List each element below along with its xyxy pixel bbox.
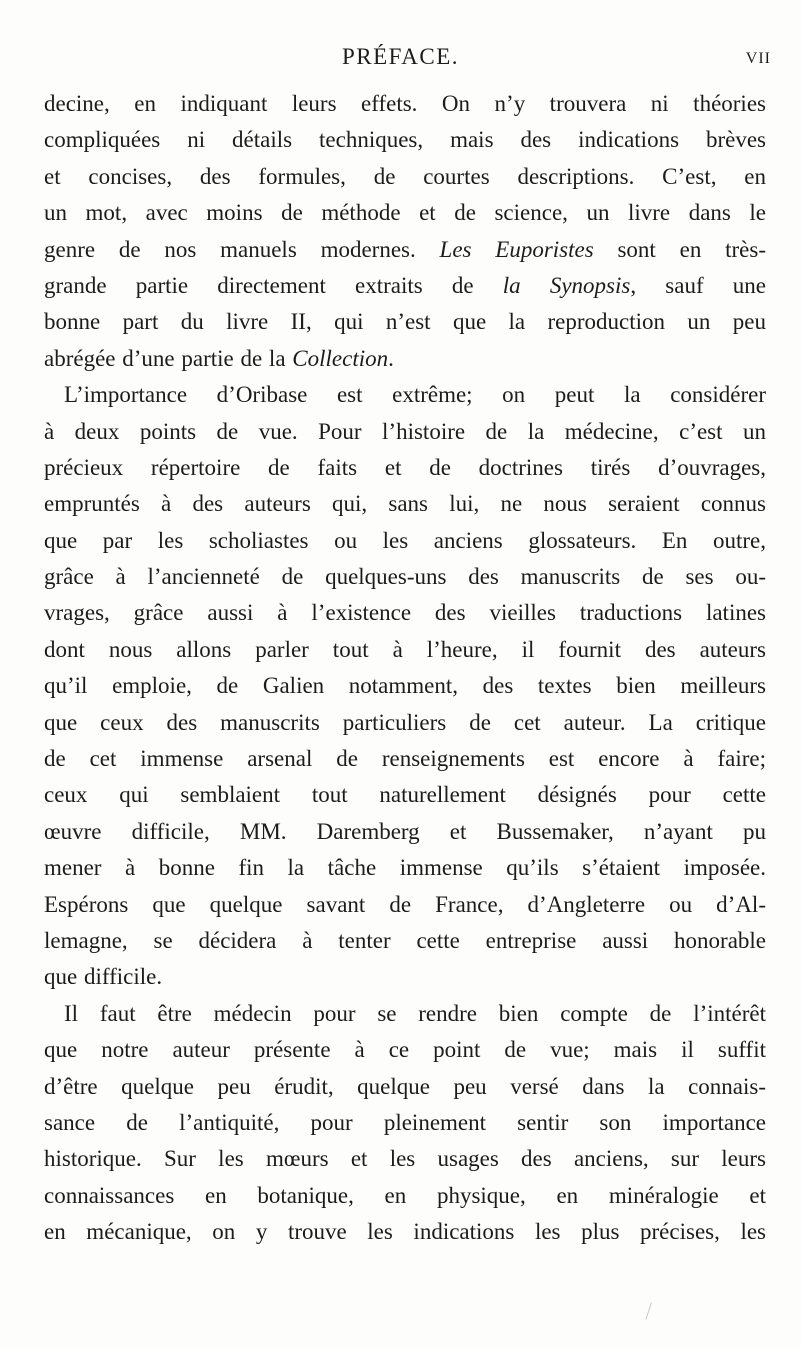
text-segment: mener à bonne fin la tâche immense qu’ils s’étaient imposée. [44,855,766,881]
text-line [44,450,766,486]
text-line [44,595,766,631]
text-line [44,1105,766,1141]
text-segment: abrégée d’une partie de la [44,345,293,371]
text-segment: que notre auteur présente à ce point de vue; mais il suffit [44,1037,766,1063]
text-segment: compliquées ni détails techniques, mais des indications brèves [44,127,766,153]
text-segment: que ceux des manuscrits particuliers de cet auteur. La critique [44,709,766,735]
italic-title: Les Euporistes [439,236,594,262]
text-line [44,304,766,340]
text-segment: précieux répertoire de faits et de doctrines tirés d’ouvrages, [44,454,766,480]
running-title: PRÉFACE. [341,44,460,69]
text-segment: ceux qui semblaient tout naturellement désignés pour cette [44,782,766,808]
text-segment: genre de nos manuels modernes. [44,236,440,262]
text-line [44,705,766,741]
text-line [44,814,766,850]
text-line [44,668,766,704]
text-segment: grande partie directement extraits de [44,272,503,298]
text-segment: qu’il emploie, de Galien notamment, des textes bien meilleurs [44,673,766,699]
text-segment: sont en très- [593,236,766,262]
text-line [44,1214,766,1250]
text-segment: . [388,345,394,371]
text-segment: Il faut être médecin pour se rendre bien compte de l’intérêt [64,1000,766,1026]
text-line [44,122,766,158]
text-line [44,1032,766,1068]
text-segment: lemagne, se décidera à tenter cette entreprise aussi honorable [44,927,766,953]
running-head [0,44,801,74]
text-segment: historique. Sur les mœurs et les usages des anciens, sur leurs [44,1146,766,1172]
text-line [44,486,766,522]
text-segment: œuvre difficile, MM. Daremberg et Bussemaker, n’ayant pu [44,818,766,844]
text-line [44,559,766,595]
text-line [44,741,766,777]
text-line [44,1069,766,1105]
text-line [44,1178,766,1214]
text-segment: vrages, grâce aussi à l’existence des vieilles traductions latines [44,600,766,626]
text-line [44,341,766,377]
text-segment: d’être quelque peu érudit, quelque peu versé dans la connais- [44,1073,766,1099]
text-segment: empruntés à des auteurs qui, sans lui, ne nous seraient connus [44,491,766,517]
text-segment: un mot, avec moins de méthode et de science, un livre dans le [44,200,766,226]
italic-title: la Synopsis [502,272,631,298]
page-number: VII [745,50,771,67]
text-line [44,159,766,195]
text-line [44,268,766,304]
text-line [44,377,766,413]
text-segment: bonne part du livre II, qui n’est que la reproduction un peu [44,309,766,335]
text-line [44,632,766,668]
paper-mark [645,1302,657,1321]
text-line [44,86,766,122]
text-segment: sance de l’antiquité, pour pleinement sentir son importance [44,1109,766,1135]
text-segment: de cet immense arsenal de renseignements est encore à faire; [44,746,766,772]
text-segment: en mécanique, on y trouve les indications les plus précises, les [44,1219,766,1245]
text-line [44,996,766,1032]
text-line [44,1141,766,1177]
text-segment: , sauf une [630,272,766,298]
text-segment: Espérons que quelque savant de France, d’Angleterre ou d’Al- [44,891,766,917]
body-text [44,86,766,1251]
text-line [44,887,766,923]
text-line [44,923,766,959]
text-segment: que difficile. [44,964,163,990]
text-line [44,959,766,995]
text-segment: à deux points de vue. Pour l’histoire de la médecine, c’est un [44,418,766,444]
text-segment: dont nous allons parler tout à l’heure, il fournit des auteurs [44,636,766,662]
text-segment: grâce à l’ancienneté de quelques-uns des manuscrits de ses ou- [44,564,766,590]
text-line [44,523,766,559]
text-segment: L’importance d’Oribase est extrême; on peut la considérer [64,382,766,408]
text-line [44,777,766,813]
text-segment: connaissances en botanique, en physique, en minéralogie et [44,1182,766,1208]
text-line [44,232,766,268]
text-line [44,850,766,886]
text-line [44,195,766,231]
italic-title: Collection [292,345,389,371]
text-segment: que par les scholiastes ou les anciens glossateurs. En outre, [44,527,766,553]
text-line [44,414,766,450]
text-segment: et concises, des formules, de courtes descriptions. C’est, en [44,163,766,189]
text-segment: decine, en indiquant leurs effets. On n’y trouvera ni théories [44,91,766,116]
